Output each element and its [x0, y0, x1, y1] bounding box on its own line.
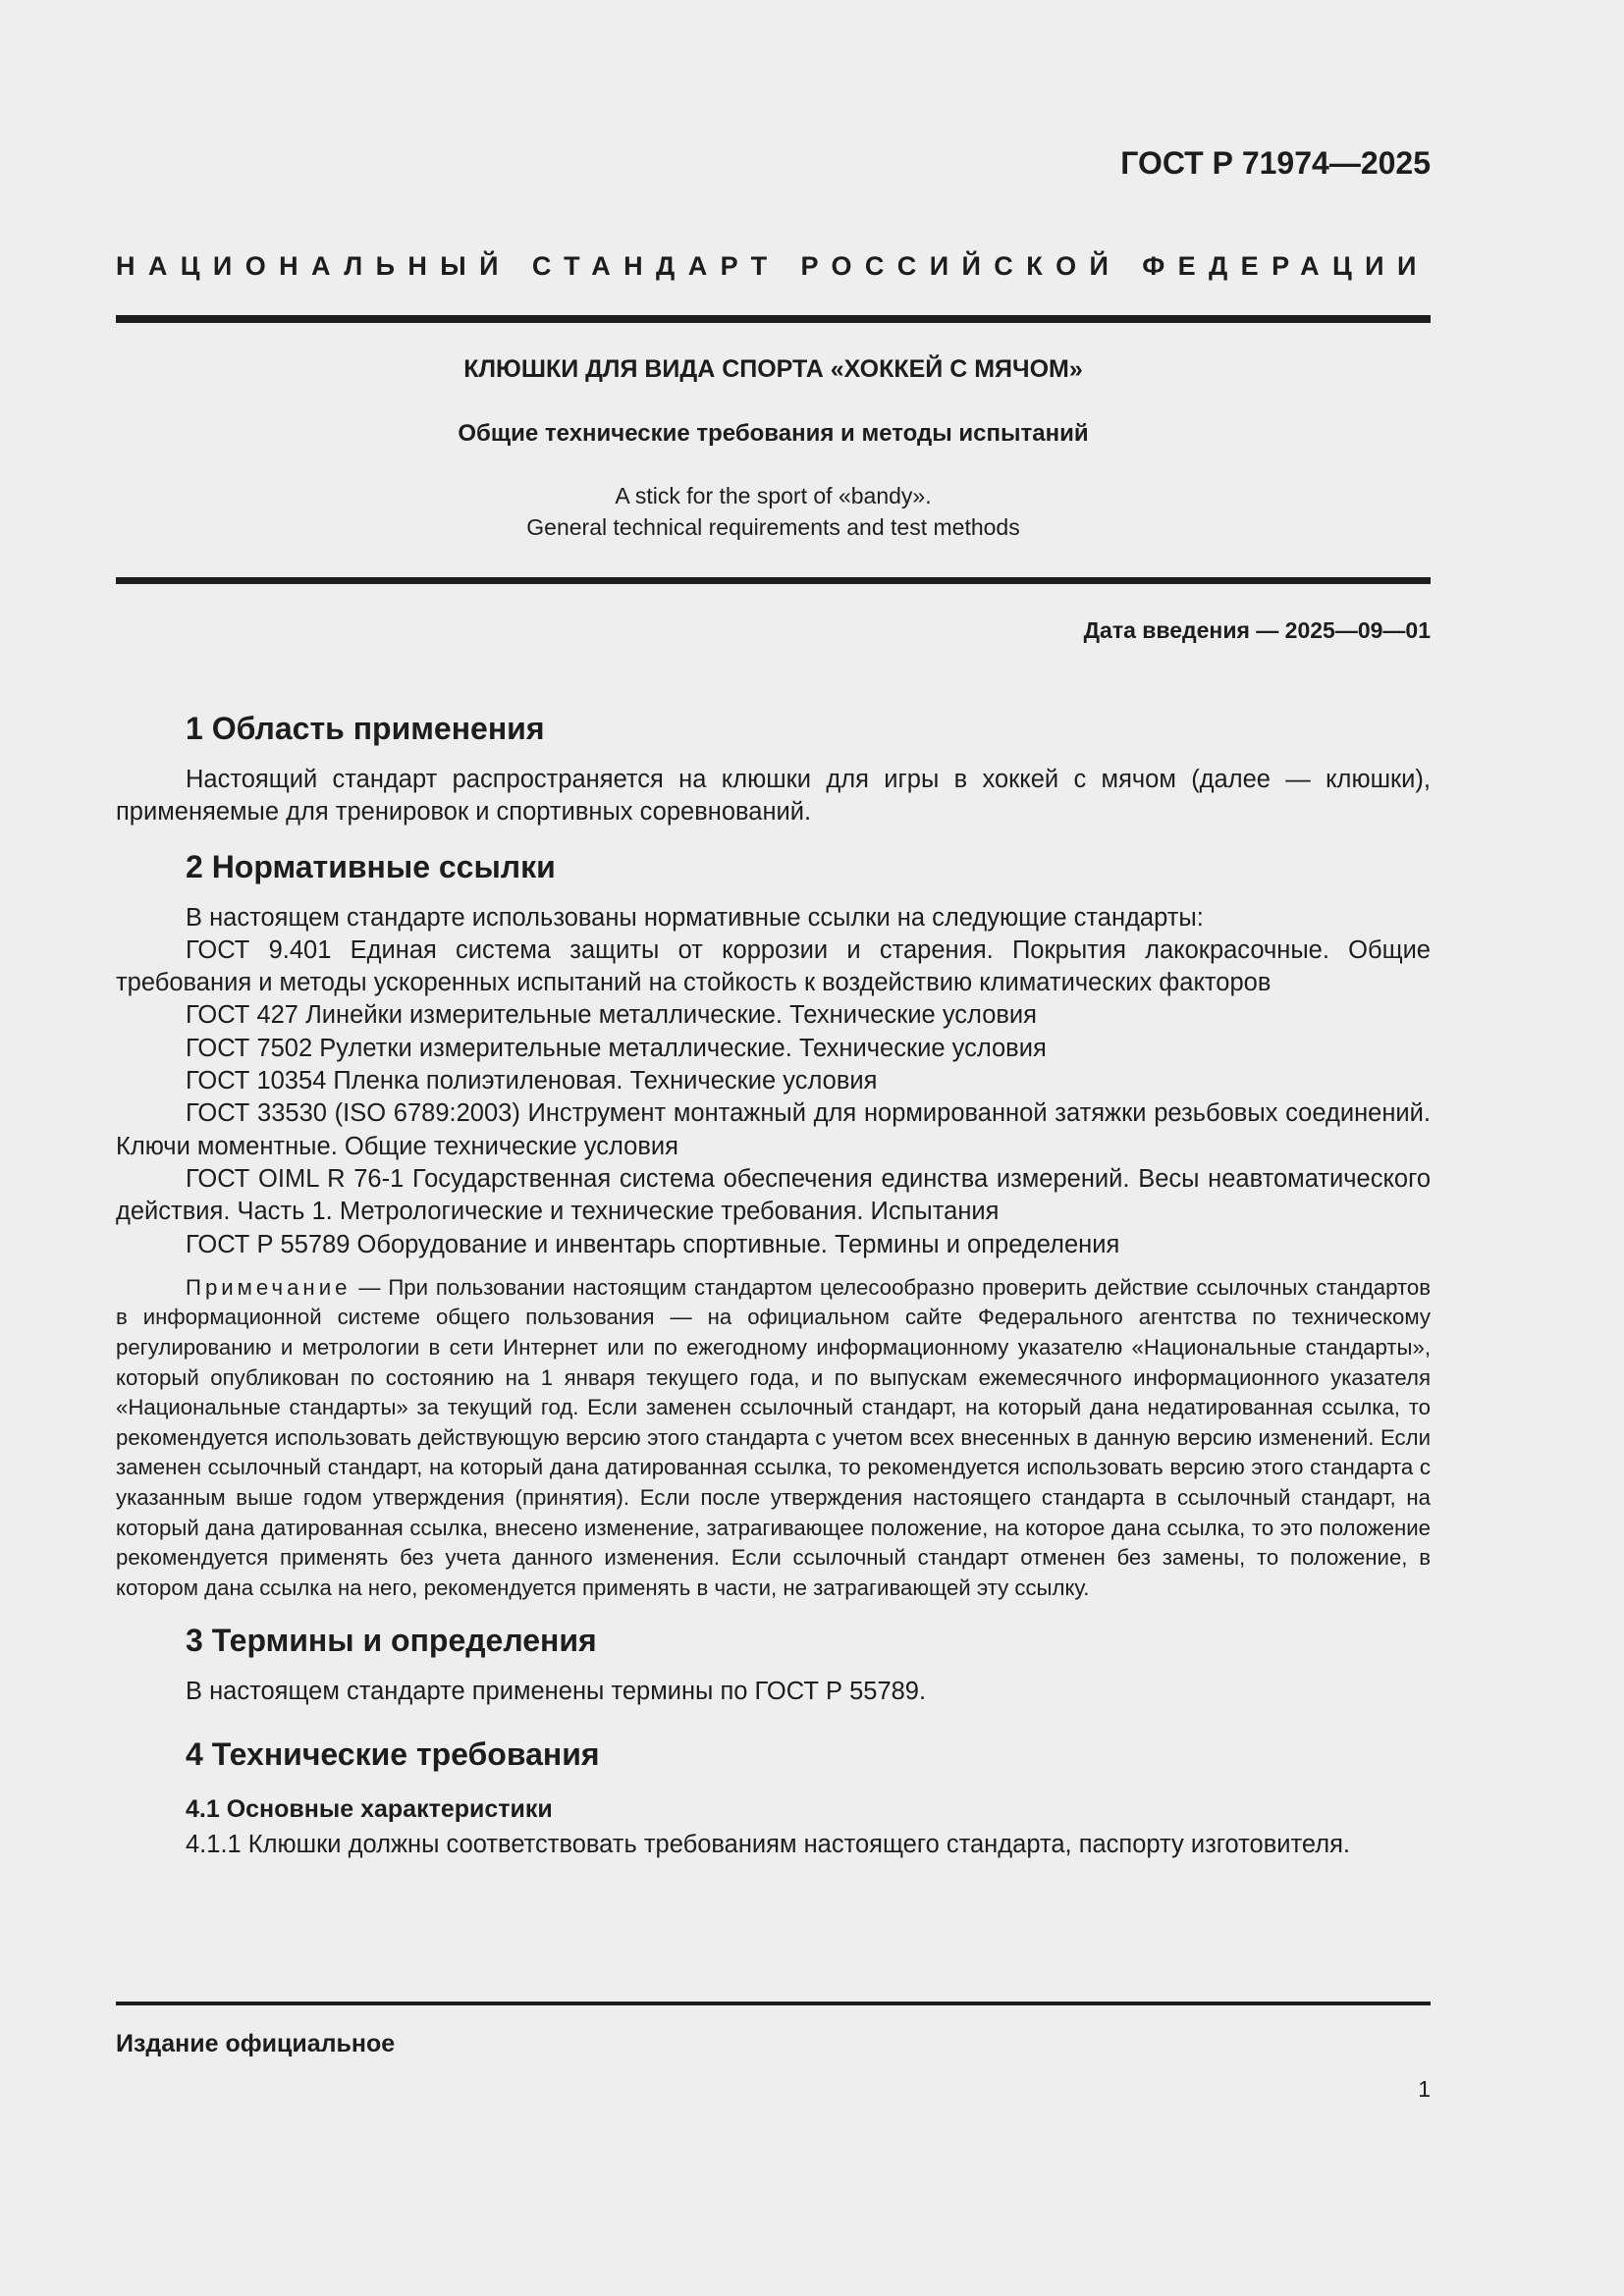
note-label: Примечание: [186, 1274, 352, 1300]
title-top-rule: [116, 315, 1431, 323]
reference-item: ГОСТ 427 Линейки измерительные металлические. Технические условия: [186, 1001, 1037, 1030]
national-standard-title: НАЦИОНАЛЬНЫЙ СТАНДАРТ РОССИЙСКОЙ ФЕДЕРАЦИИ: [116, 251, 1430, 281]
section-heading-terms: 3 Термины и определения: [186, 1623, 597, 1659]
reference-item: ГОСТ 10354 Пленка полиэтиленовая. Технические условия: [186, 1067, 878, 1095]
references-note: [116, 1273, 1431, 1604]
references-intro: В настоящем стандарте использованы нормативные ссылки на следующие стандарты:: [186, 903, 1204, 932]
reference-item: ГОСТ Р 55789 Оборудование и инвентарь спортивные. Термины и определения: [186, 1230, 1120, 1258]
scope-paragraph: Настоящий стандарт распространяется на клюшки для игры в хоккей с мячом (далее — клюшки), применяемые для тренировок и спортивных соревнований.: [116, 766, 1431, 827]
reference-item: ГОСТ OIML R 76-1 Государственная система обеспечения единства измерений. Весы неавтоматического действия. Часть 1. Метрологические и технические требования. Испытания: [116, 1164, 1431, 1226]
english-title-line: General technical requirements and test methods: [526, 514, 1020, 540]
title-bottom-rule: [116, 577, 1431, 584]
document-subtitle: Общие технические требования и методы испытаний: [458, 420, 1089, 447]
section-heading-technical-requirements: 4 Технические требования: [186, 1735, 600, 1772]
standard-designation: ГОСТ Р 71974—2025: [1120, 145, 1431, 181]
introduction-date: Дата введения — 2025—09—01: [1083, 617, 1431, 643]
note-text: — При пользовании настоящим стандартом целесообразно проверить действие ссылочных стандартов в информационной системе общего пользования — на официальном сайте Федерального агентства по техническому регулированию и метрологии в сети Интернет или по ежегодному информационному указателю «Национальные стандарты», который опубликован по состоянию на 1 января текущего года, и по выпускам ежемесячного информационного указателя «Национальные стандарты» за текущий год. Если заменен ссылочный стандарт, на который дана недатированная ссылка, то рекомендуется использовать действующую версию этого стандарта с учетом всех внесенных в данную версию изменений. Если заменен ссылочный стандарт, на который дана датированная ссылка, то рекомендуется использовать версию этого стандарта с указанным выше годом утверждения (принятия). Если после утверждения настоящего стандарта в ссылочный стандарт, на который дана датированная ссылка, внесено изменение, затрагивающее положение, на которое дана ссылка, то это положение рекомендуется применять без учета данного изменения. Если ссылочный стандарт отменен без замены, то положение, в котором дана ссылка на него, рекомендуется применять в части, не затрагивающей эту ссылку.: [116, 1274, 1431, 1600]
document-title-english: [116, 480, 1431, 543]
requirement-paragraph: 4.1.1 Клюшки должны соответствовать требованиям настоящего стандарта, паспорту изготовителя.: [186, 1830, 1351, 1858]
page-number: 1: [1418, 2076, 1431, 2102]
reference-item: ГОСТ 9.401 Единая система защиты от коррозии и старения. Покрытия лакокрасочные. Общие требования и методы ускоренных испытаний на стойкость к воздействию климатических факторов: [116, 935, 1431, 997]
official-edition-label: Издание официальное: [116, 2030, 396, 2057]
english-title-line: A stick for the sport of «bandy».: [615, 483, 932, 508]
subsection-heading-main-characteristics: 4.1 Основные характеристики: [186, 1794, 553, 1823]
terms-paragraph: В настоящем стандарте применены термины по ГОСТ Р 55789.: [186, 1678, 927, 1706]
document-title: КЛЮШКИ ДЛЯ ВИДА СПОРТА «ХОККЕЙ С МЯЧОМ»: [463, 355, 1083, 383]
section-heading-references: 2 Нормативные ссылки: [186, 848, 556, 884]
section-heading-scope: 1 Область применения: [186, 711, 545, 746]
reference-item: ГОСТ 7502 Рулетки измерительные металлические. Технические условия: [186, 1034, 1047, 1062]
footer-rule: [116, 2002, 1431, 2005]
document-body: [116, 705, 1431, 1861]
reference-item: ГОСТ 33530 (ISO 6789:2003) Инструмент монтажный для нормированной затяжки резьбовых соединений. Ключи моментные. Общие технические условия: [116, 1099, 1431, 1160]
